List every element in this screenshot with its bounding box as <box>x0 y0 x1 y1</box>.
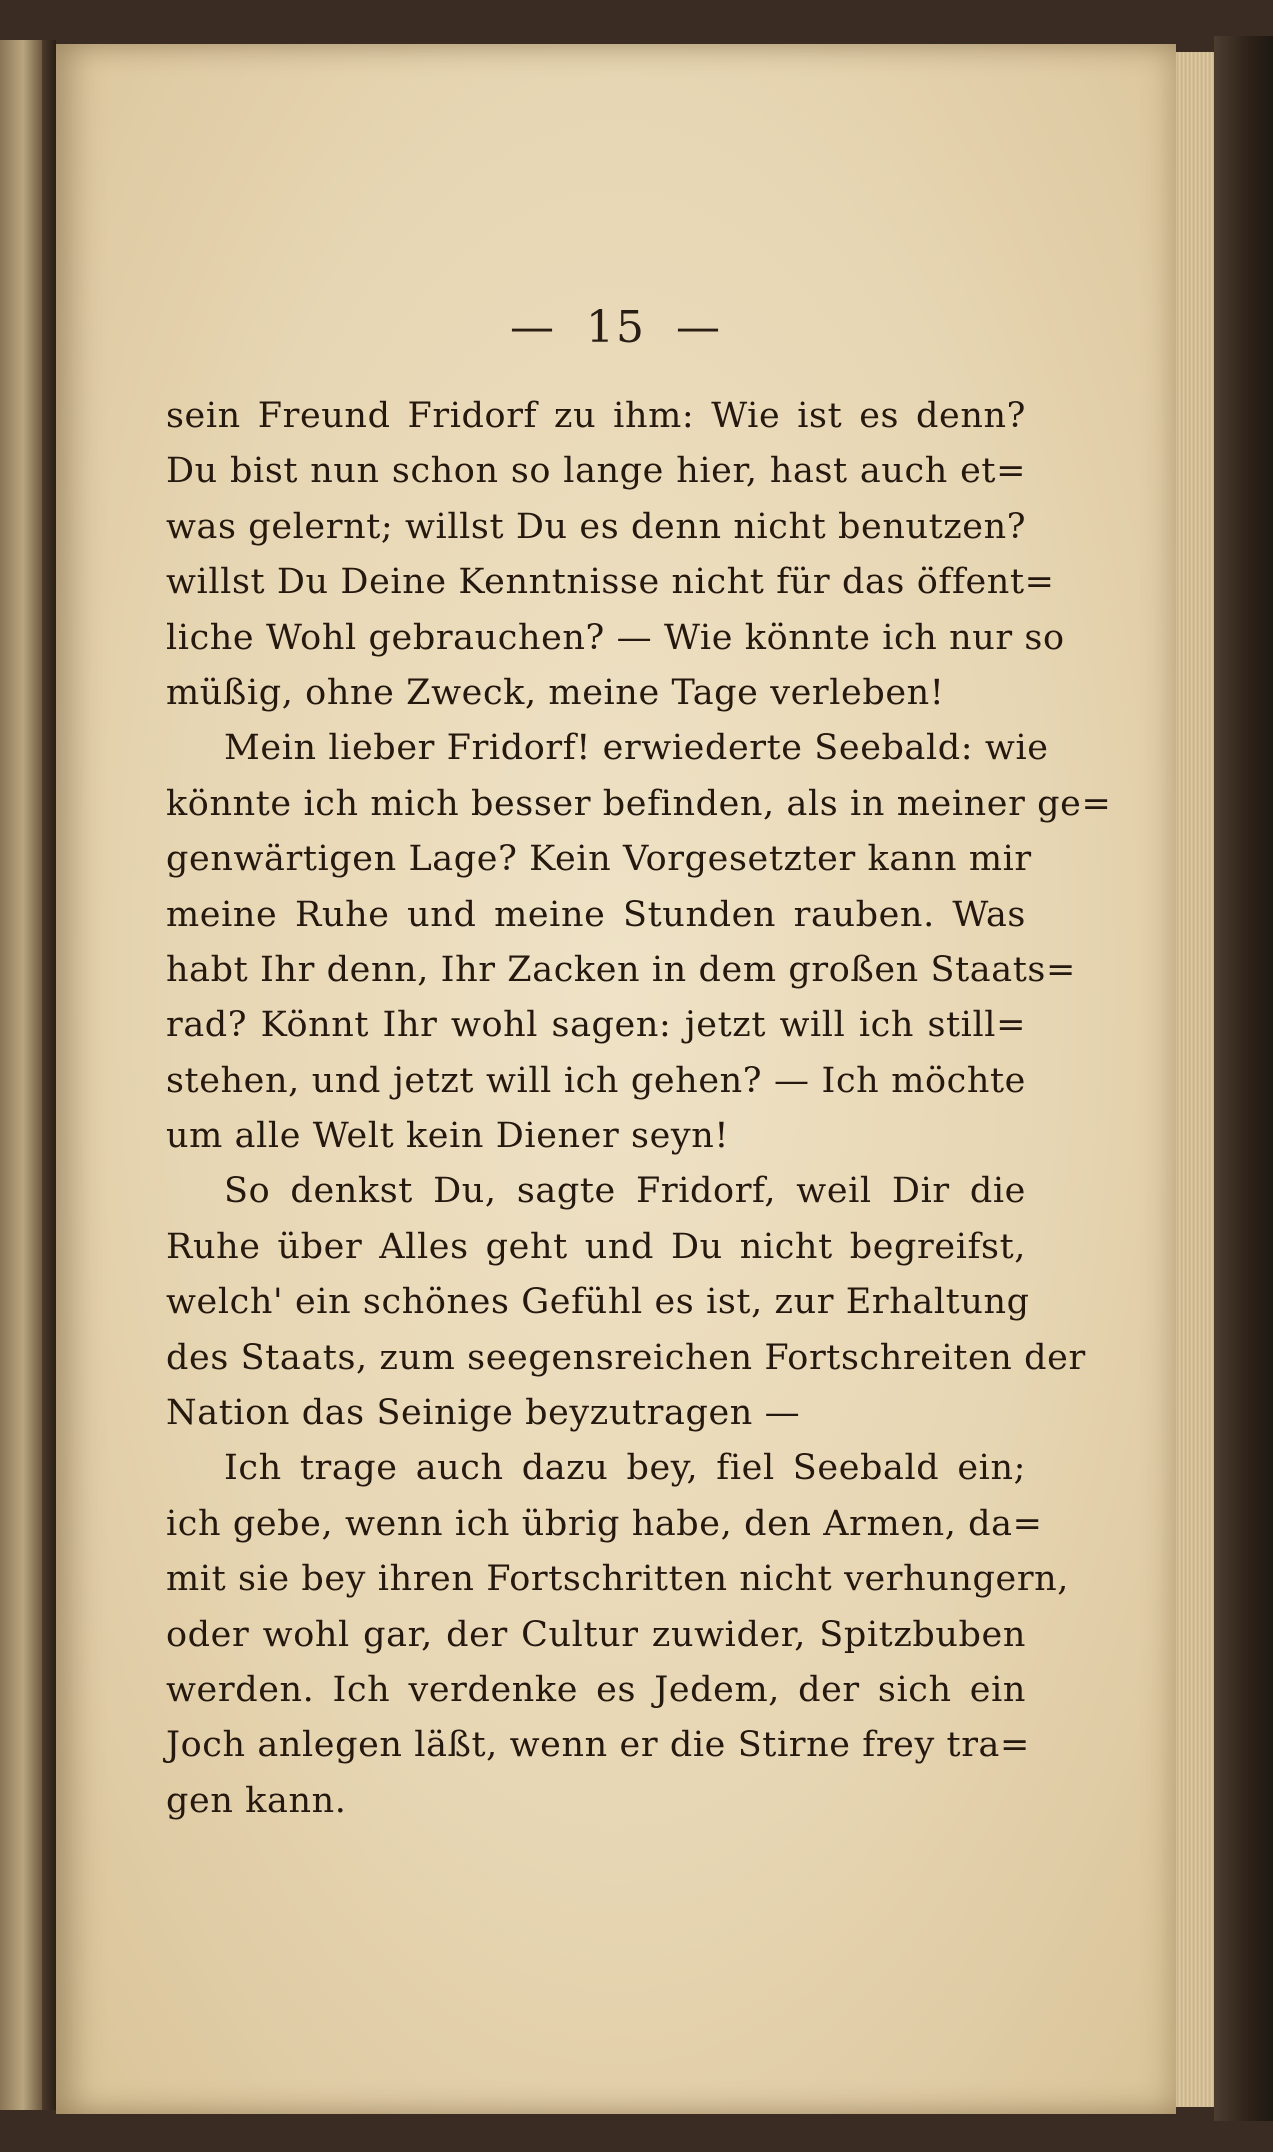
book-cover <box>1214 36 1273 2121</box>
text-line: werden. Ich verdenke es Jedem, der sich ein <box>166 1669 1026 1710</box>
text-line: des Staats, zum seegensreichen Fortschreiten der <box>166 1337 1086 1378</box>
text-line: gen kann. <box>166 1780 347 1821</box>
text-line: Nation das Seinige beyzutragen — <box>166 1393 801 1434</box>
text-line: oder wohl gar, der Cultur zuwider, Spitzbuben <box>166 1614 1026 1655</box>
text-line: So denkst Du, sagte Fridorf, weil Dir die <box>224 1171 1026 1212</box>
text-line: genwärtigen Lage? Kein Vorgesetzter kann mir <box>166 839 1032 880</box>
text-line: ich gebe, wenn ich übrig habe, den Armen, da= <box>166 1503 1043 1544</box>
book-page <box>56 44 1176 2114</box>
text-line: Ruhe über Alles geht und Du nicht begreifst, <box>166 1226 1026 1267</box>
text-line: mit sie bey ihren Fortschritten nicht verhungern, <box>166 1559 1070 1600</box>
text-line: sein Freund Fridorf zu ihm: Wie ist es denn? <box>166 396 1026 436</box>
text-line: Joch anlegen läßt, wenn er die Stirne frey tra= <box>166 1725 1030 1766</box>
page-header <box>56 302 1176 353</box>
text-line: Ich trage auch dazu bey, fiel Seebald ein; <box>224 1448 1026 1489</box>
text-line: Mein lieber Fridorf! erwiederte Seebald: wie <box>224 728 1049 769</box>
page-number: 15 <box>586 302 646 353</box>
text-line: könnte ich mich besser befinden, als in meiner ge= <box>166 783 1112 824</box>
body-text <box>166 389 1112 1829</box>
header-dash-right: — <box>676 302 722 353</box>
text-line: rad? Könnt Ihr wohl sagen: jetzt will ich still= <box>166 1005 1026 1046</box>
text-line: um alle Welt kein Diener seyn! <box>166 1116 730 1157</box>
text-line: welch' ein schönes Gefühl es ist, zur Erhaltung <box>166 1282 1030 1323</box>
text-line: liche Wohl gebrauchen? — Wie könnte ich nur so <box>166 617 1065 658</box>
text-line: Du bist nun schon so lange hier, hast auch et= <box>166 451 1026 492</box>
text-line: stehen, und jetzt will ich gehen? — Ich möchte <box>166 1060 1026 1101</box>
text-line: willst Du Deine Kenntnisse nicht für das öffent= <box>166 562 1055 603</box>
page-stack-edge <box>1176 52 1217 2107</box>
header-dash-left: — <box>510 302 556 353</box>
book-gutter <box>42 40 56 2110</box>
text-line: habt Ihr denn, Ihr Zacken in dem großen Staats= <box>166 949 1076 990</box>
text-line: was gelernt; willst Du es denn nicht benutzen? <box>166 506 1027 547</box>
text-line: müßig, ohne Zweck, meine Tage verleben! <box>166 672 945 713</box>
previous-page-edge <box>0 40 42 2110</box>
text-line: meine Ruhe und meine Stunden rauben. Was <box>166 894 1026 935</box>
